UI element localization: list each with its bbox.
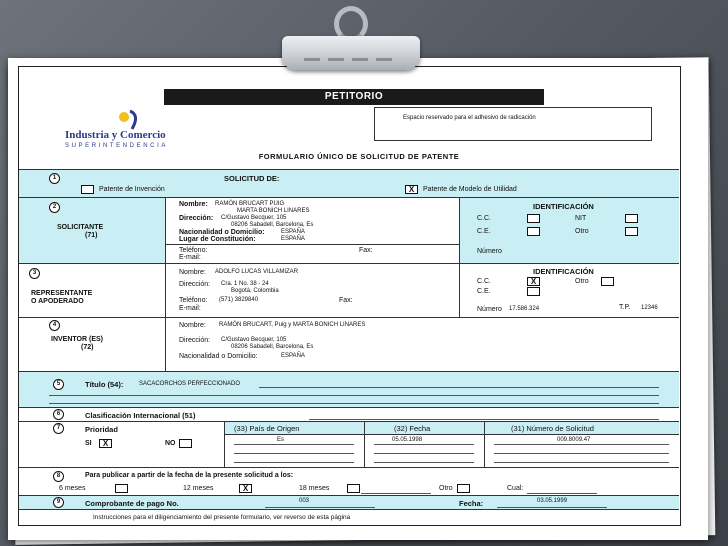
section-3-representative	[19, 263, 679, 317]
name-value: RAMÓN BRUCART, Puig y MARTA BONICH LINARES	[219, 322, 366, 328]
cc-checkbox[interactable]	[527, 214, 540, 223]
priority-no-checkbox[interactable]	[179, 439, 192, 448]
twelve-months-label: 12 meses	[183, 485, 214, 492]
section-number: 4	[49, 320, 60, 331]
divider	[364, 422, 365, 468]
nationality-label: Nacionalidad o Domicilio:	[179, 353, 258, 360]
section-8-publication	[19, 467, 679, 495]
date-underline	[374, 444, 474, 445]
number-label: Número	[477, 248, 502, 255]
section-9-payment	[19, 495, 679, 509]
other-label: Otro	[575, 228, 589, 235]
other-checkbox[interactable]	[601, 277, 614, 286]
other-label: Otro	[575, 278, 589, 285]
date-value: 05.05.1998	[392, 437, 423, 443]
section-number: 3	[29, 268, 40, 279]
invention-patent-label: Patente de Invención	[99, 186, 165, 193]
title-underline	[259, 387, 659, 388]
address-label: Dirección:	[179, 281, 211, 288]
country-underline-3	[234, 462, 354, 463]
number-label: Número	[477, 306, 502, 313]
phone-value: (571) 3829840	[219, 297, 259, 303]
address-value: C/Gustavo Becquer, 105	[221, 337, 287, 343]
section-2-applicant	[19, 197, 679, 263]
section-4-inventors	[19, 317, 679, 371]
number-value: 17.586.324	[509, 306, 540, 312]
address-label: Dirección:	[179, 337, 211, 344]
classification-underline	[309, 419, 659, 420]
section-1-title: SOLICITUD DE:	[224, 174, 280, 183]
fax-label: Fax:	[339, 297, 353, 304]
priority-label: Prioridad	[85, 425, 118, 434]
logo-mark-icon	[114, 109, 144, 131]
eighteen-months-underline	[361, 493, 431, 494]
utility-model-checkbox[interactable]: X	[405, 185, 418, 194]
ce-checkbox[interactable]	[527, 287, 540, 296]
section-number: 9	[53, 497, 64, 508]
other-checkbox[interactable]	[625, 227, 638, 236]
number-underline-3	[494, 462, 669, 463]
identification-title: IDENTIFICACIÓN	[533, 267, 594, 276]
logo-subtitle: SUPERINTENDENCIA	[65, 143, 168, 149]
name-value: ADOLFO LUCAS VILLAMIZAR	[215, 269, 299, 275]
name-value-2: MARTA BONICH LINARES	[237, 208, 310, 214]
logo-name: Industria y Comercio	[65, 129, 166, 141]
name-label: Nombre:	[179, 322, 206, 329]
date-underline-2	[374, 453, 474, 454]
payment-date-value: 03.05.1999	[537, 498, 568, 504]
representative-label: REPRESENTANTE	[31, 290, 93, 297]
divider	[459, 264, 460, 318]
cc-label: C.C.	[477, 278, 491, 285]
application-number-label: (31) Número de Solicitud	[511, 424, 594, 433]
section-number: 8	[53, 471, 64, 482]
country-label: (33) País de Origen	[234, 424, 300, 433]
address-value-2: 08206 Sabadell, Barcelona, Es	[231, 222, 314, 228]
reserved-space-box: Espacio reservado para el adhesivo de radicación	[374, 107, 652, 141]
payment-receipt-value: 003	[299, 498, 310, 504]
country-value: Es	[277, 437, 285, 443]
application-number-value: 009.8009.47	[557, 437, 591, 443]
ce-label: C.E.	[477, 228, 491, 235]
nationality-value: ESPAÑA	[281, 353, 305, 359]
section-number: 2	[49, 202, 60, 213]
name-label: Nombre:	[179, 201, 208, 208]
form-title: FORMULARIO ÚNICO DE SOLICITUD DE PATENTE	[258, 152, 460, 161]
applicant-label: SOLICITANTE	[57, 224, 104, 231]
eighteen-months-checkbox[interactable]	[347, 484, 360, 493]
section-number: 7	[53, 423, 64, 434]
classification-label: Clasificación Internacional (51)	[85, 411, 196, 420]
phone-label: Teléfono:	[179, 297, 208, 304]
paper-clip-icon	[282, 36, 420, 70]
section-number: 5	[53, 379, 64, 390]
title-label: Título (54):	[85, 380, 124, 389]
name-value: RAMÓN BRUCART PUIG	[215, 201, 285, 207]
divider	[165, 244, 459, 245]
tp-value: 12346	[641, 305, 658, 311]
address-label: Dirección:	[179, 215, 214, 222]
payment-receipt-label: Comprobante de pago No.	[85, 499, 179, 508]
divider	[165, 318, 166, 372]
constitution-place-value: ESPAÑA	[281, 236, 305, 242]
utility-model-label: Patente de Modelo de Utilidad	[423, 186, 517, 193]
name-label: Nombre:	[179, 269, 206, 276]
logo	[59, 109, 249, 153]
six-months-label: 6 meses	[59, 485, 86, 492]
divider	[165, 264, 166, 318]
instructions-text: Instrucciones para el diligenciamiento del presente formulario, ver reverso de esta página	[93, 514, 351, 521]
eighteen-months-label: 18 meses	[299, 485, 330, 492]
cc-checkbox[interactable]: X	[527, 277, 540, 286]
address-value: Cra. 1 No. 38 - 24	[221, 281, 269, 287]
which-label: Cual:	[507, 485, 524, 492]
phone-label: Teléfono:	[179, 247, 208, 254]
publication-label: Para publicar a partir de la fecha de la presente solicitud a los:	[85, 472, 294, 479]
address-value-2: 08206 Sabadell, Barcelona, Es	[231, 344, 314, 350]
section-2-label-cell	[19, 198, 165, 264]
number-underline-2	[494, 453, 669, 454]
representative-label-2: O APODERADO	[31, 298, 84, 305]
yes-label: SI	[85, 440, 92, 447]
country-underline-2	[234, 453, 354, 454]
constitution-place-label: Lugar de Constitución:	[179, 236, 256, 243]
other-checkbox[interactable]	[457, 484, 470, 493]
nit-checkbox[interactable]	[625, 214, 638, 223]
invention-patent-checkbox[interactable]	[81, 185, 94, 194]
divider	[459, 198, 460, 264]
nationality-label: Nacionalidad o Domicilio:	[179, 229, 265, 236]
ce-label: C.E.	[477, 288, 491, 295]
tp-label: T.P.	[619, 304, 631, 311]
inventor-label: INVENTOR (ES)	[51, 336, 103, 343]
payment-receipt-underline	[265, 507, 375, 508]
twelve-months-checkbox[interactable]: X	[239, 484, 252, 493]
section-number: 1	[49, 173, 60, 184]
date-label: (32) Fecha	[394, 424, 431, 433]
email-label: E-mail:	[179, 305, 201, 312]
ce-checkbox[interactable]	[527, 227, 540, 236]
cc-label: C.C.	[477, 215, 491, 222]
inventor-code: (72)	[81, 344, 94, 351]
patent-form	[18, 66, 681, 526]
nit-label: NIT	[575, 215, 587, 222]
divider	[484, 422, 485, 468]
divider	[224, 422, 225, 468]
which-underline	[527, 493, 597, 494]
date-underline-3	[374, 462, 474, 463]
email-label: E-mail:	[179, 254, 201, 261]
instructions-footer	[19, 509, 679, 525]
nationality-value: ESPAÑA	[281, 229, 305, 235]
no-label: NO	[165, 440, 176, 447]
divider	[224, 434, 679, 435]
address-value: C/Gustavo Becquer, 105	[221, 215, 287, 221]
title-underline-2	[49, 395, 659, 396]
six-months-checkbox[interactable]	[115, 484, 128, 493]
priority-yes-checkbox[interactable]: X	[99, 439, 112, 448]
title-underline-3	[49, 403, 659, 404]
other-label: Otro	[439, 485, 453, 492]
section-1-request-type	[19, 169, 679, 197]
payment-date-underline	[497, 507, 607, 508]
number-underline	[494, 444, 669, 445]
section-6-classification	[19, 407, 679, 421]
section-7-priority	[19, 421, 679, 467]
address-value-2: Bogotá, Colombia	[231, 288, 279, 294]
identification-title: IDENTIFICACIÓN	[533, 202, 594, 211]
title-value: SACACORCHOS PERFECCIONADO	[139, 381, 241, 387]
applicant-code: (71)	[85, 232, 98, 239]
divider	[165, 198, 166, 264]
fax-label: Fax:	[359, 247, 373, 254]
payment-date-label: Fecha:	[459, 499, 484, 508]
section-number: 6	[53, 409, 64, 420]
section-5-title	[19, 371, 679, 407]
country-underline	[234, 444, 354, 445]
form-header-title: PETITORIO	[164, 89, 544, 105]
